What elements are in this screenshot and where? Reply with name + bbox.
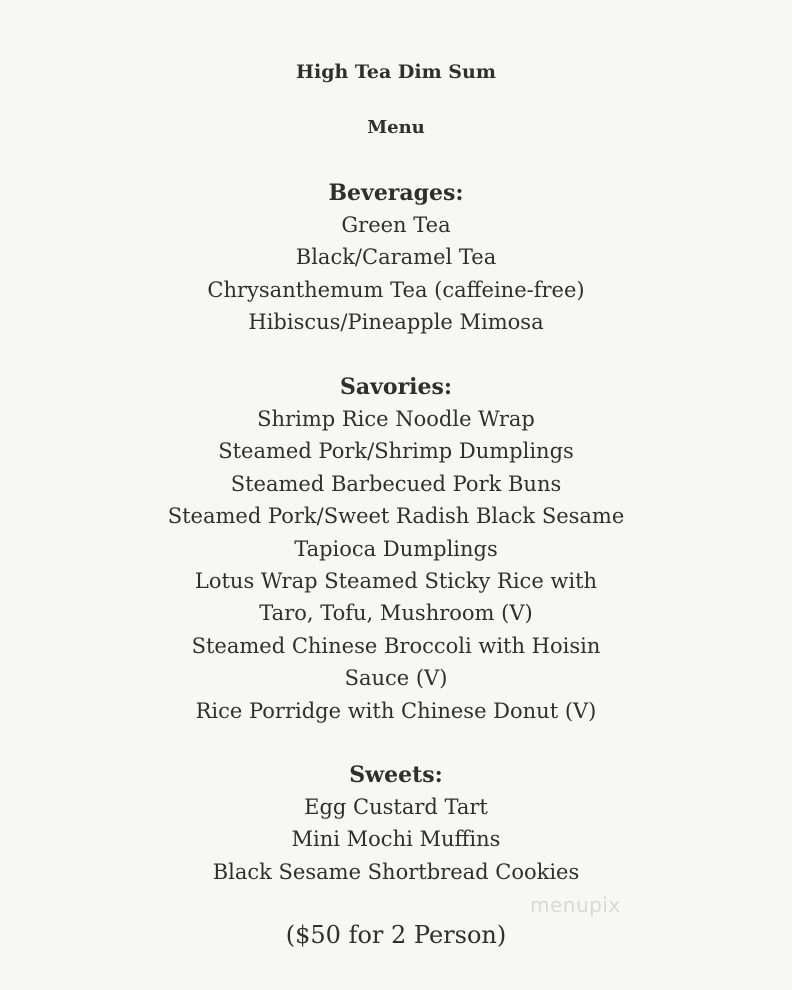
menu-item: Steamed Pork/Sweet Radish Black Sesame [167, 504, 625, 529]
menu-item: Mini Mochi Muffins [291, 827, 501, 852]
section-heading: Savories: [339, 374, 453, 400]
menu-item: Rice Porridge with Chinese Donut (V) [195, 698, 597, 723]
menu-item: Lotus Wrap Steamed Sticky Rice with [194, 568, 598, 593]
menu-item: Steamed Barbecued Pork Buns [230, 471, 562, 496]
menu-item: Steamed Pork/Shrimp Dumplings [218, 439, 574, 464]
section-heading: Sweets: [349, 762, 443, 788]
menu-subtitle: Menu [367, 117, 425, 138]
menu-item: Black Sesame Shortbread Cookies [212, 859, 580, 884]
menu-item: Black/Caramel Tea [295, 245, 497, 270]
section-beverages [0, 177, 792, 339]
menu-title: High Tea Dim Sum [296, 61, 496, 83]
menu-item: Green Tea [341, 213, 451, 237]
section-heading: Beverages: [328, 180, 464, 206]
menu-item: Hibiscus/Pineapple Mimosa [248, 310, 544, 335]
menu-item: Taro, Tofu, Mushroom (V) [259, 601, 533, 626]
section-sweets [0, 759, 792, 888]
menu-item: Egg Custard Tart [304, 795, 488, 819]
watermark-logo: menupix [530, 893, 621, 917]
menu-item: Steamed Chinese Broccoli with Hoisin [191, 633, 601, 658]
menu-item: Chrysanthemum Tea (caffeine-free) [207, 277, 585, 302]
menu-item: Shrimp Rice Noodle Wrap [257, 407, 535, 431]
price-note: ($50 for 2 Person) [285, 921, 507, 949]
section-savories [0, 371, 792, 727]
menu-item: Sauce (V) [344, 666, 448, 691]
menu-item: Tapioca Dumplings [294, 536, 498, 561]
